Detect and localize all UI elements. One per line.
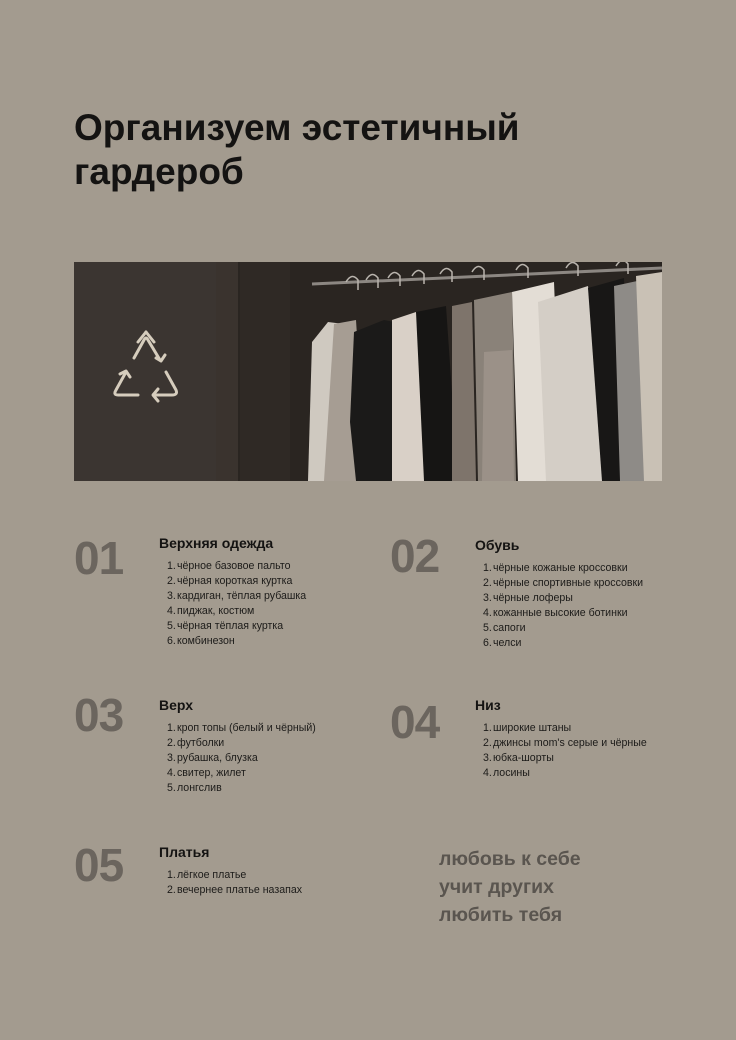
item-list [159, 721, 419, 796]
list-item: 4.свитер, жилет [167, 767, 246, 779]
wardrobe-photo [216, 262, 662, 481]
list-item: 4.кожанные высокие ботинки [483, 607, 628, 619]
list-item: 1.чёрные кожаные кроссовки [483, 562, 628, 574]
recycle-icon [104, 328, 188, 412]
list-item: 1.кроп топы (белый и чёрный) [167, 722, 316, 734]
list-item: 1.широкие штаны [483, 722, 572, 734]
quote [439, 845, 669, 929]
item-list [159, 868, 419, 898]
title-line-2: гардероб [74, 151, 244, 192]
section-number: 05 [74, 839, 124, 891]
section-number: 01 [74, 532, 124, 584]
hero-banner [74, 262, 662, 481]
quote-line-3: любить тебя [439, 904, 563, 926]
item-list [475, 721, 735, 781]
list-item: 4.пиджак, костюм [167, 605, 255, 617]
section-body [475, 537, 735, 651]
list-item: 3.чёрные лоферы [483, 592, 573, 604]
quote-line-1: любовь к себе [439, 848, 581, 870]
list-item: 5.сапоги [483, 622, 526, 634]
section-title: Платья [159, 844, 210, 860]
section-body [159, 535, 419, 649]
list-item: 2.футболки [167, 737, 225, 749]
quote-line-2: учит других [439, 876, 554, 898]
section-title: Верхняя одежда [159, 535, 274, 551]
item-list [159, 559, 419, 649]
list-item: 1.чёрное базовое пальто [167, 560, 291, 572]
section-body [159, 844, 419, 898]
list-item: 4.лосины [483, 767, 530, 779]
list-item: 3.кардиган, тёплая рубашка [167, 590, 307, 602]
list-item: 2.чёрная короткая куртка [167, 575, 293, 587]
list-item: 2.чёрные спортивные кроссовки [483, 577, 644, 589]
list-item: 5.лонгслив [167, 782, 222, 794]
list-item: 3.юбка-шорты [483, 752, 554, 764]
item-list [475, 561, 735, 651]
list-item: 1.лёгкое платье [167, 869, 247, 881]
list-item: 6.челси [483, 637, 522, 649]
list-item: 3.рубашка, блузка [167, 752, 258, 764]
page-title [74, 106, 674, 194]
section-title: Обувь [475, 537, 520, 553]
title-line-1: Организуем эстетичный [74, 107, 520, 148]
section-title: Верх [159, 697, 194, 713]
section-number: 03 [74, 689, 124, 741]
list-item: 5.чёрная тёплая куртка [167, 620, 284, 632]
list-item: 6.комбинезон [167, 635, 235, 647]
section-body [159, 697, 419, 796]
list-item: 2.вечернее платье назапах [167, 884, 303, 896]
hero-icon-panel [74, 262, 216, 481]
section-number: 04 [390, 696, 440, 748]
section-body [475, 697, 735, 781]
section-title: Низ [475, 697, 501, 713]
section-number: 02 [390, 530, 440, 582]
list-item: 2.джинсы mom's серые и чёрные [483, 737, 647, 749]
